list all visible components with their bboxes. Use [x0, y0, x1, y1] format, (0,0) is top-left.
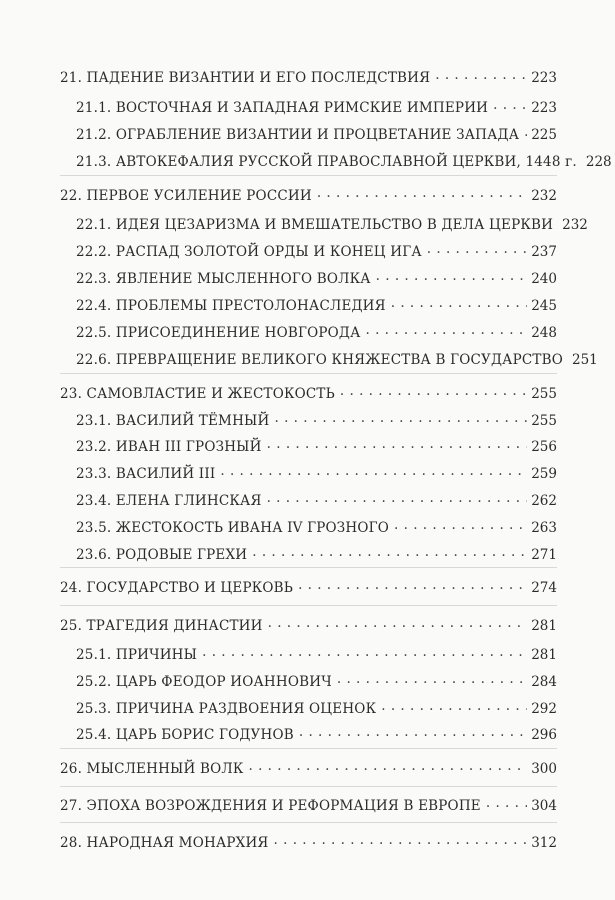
toc-entry-page-number: 300 — [531, 761, 557, 777]
dot-leader — [267, 491, 528, 505]
dot-leader — [381, 699, 527, 713]
toc-entry-page-number: 225 — [531, 127, 557, 143]
dot-leader — [337, 672, 527, 686]
dot-leader — [249, 759, 528, 773]
toc-entry-page-number: 304 — [531, 798, 557, 814]
toc-entry-title: 23.2. ИВАН III ГРОЗНЫЙ — [76, 439, 262, 455]
toc-entry-page-number: 223 — [531, 100, 557, 116]
toc-entry-title: 21.1. ВОСТОЧНАЯ И ЗАПАДНАЯ РИМСКИЕ ИМПЕРИИ — [76, 100, 489, 116]
toc-entry-title: 22.2. РАСПАД ЗОЛОТОЙ ОРДЫ И КОНЕЦ ИГА — [76, 244, 422, 260]
toc-entry-title: 23.6. РОДОВЫЕ ГРЕХИ — [76, 547, 248, 563]
toc-chapter-entry — [60, 616, 557, 635]
section-divider — [60, 567, 557, 568]
toc-chapter-entry — [60, 186, 557, 205]
toc-entry-page-number: 312 — [531, 835, 557, 851]
toc-section-entry — [76, 725, 557, 744]
section-divider — [60, 786, 557, 787]
dot-leader — [274, 833, 528, 847]
toc-entry-title: 28. НАРОДНАЯ МОНАРХИЯ — [60, 835, 269, 851]
toc-entry-page-number: 223 — [531, 70, 557, 86]
toc-entry-page-number: 259 — [531, 466, 557, 482]
toc-entry-title: 21. ПАДЕНИЕ ВИЗАНТИИ И ЕГО ПОСЛЕДСТВИЯ — [60, 70, 431, 86]
toc-entry-title: 23.1. ВАСИЛИЙ ТЁМНЫЙ — [76, 413, 270, 429]
toc-entry-page-number: 228 — [585, 154, 612, 170]
dot-leader — [275, 411, 528, 425]
toc-section-entry — [76, 491, 557, 510]
toc-entry-page-number: 251 — [571, 352, 598, 368]
toc-entry-title: 25.1. ПРИЧИНЫ — [76, 647, 198, 663]
toc-chapter-entry — [60, 759, 557, 778]
toc-entry-title: 22.5. ПРИСОЕДИНЕНИЕ НОВГОРОДА — [76, 325, 361, 341]
dot-leader — [252, 545, 527, 559]
toc-entry-page-number: 274 — [531, 580, 557, 596]
toc-entry-title: 21.3. АВТОКЕФАЛИЯ РУССКОЙ ПРАВОСЛАВНОЙ ЦЕРКВИ, 1448 г. — [76, 154, 577, 170]
toc-entry-title: 25.4. ЦАРЬ БОРИС ГОДУНОВ — [76, 727, 294, 743]
toc-entry-title: 22.4. ПРОБЛЕМЫ ПРЕСТОЛОНАСЛЕДИЯ — [76, 298, 386, 314]
toc-chapter-entry — [60, 796, 557, 815]
toc-section-entry — [76, 242, 557, 261]
toc-entry-title: 21.2. ОГРАБЛЕНИЕ ВИЗАНТИИ И ПРОЦВЕТАНИЕ ЗАПАДА — [76, 127, 520, 143]
toc-entry-page-number: 284 — [531, 674, 557, 690]
toc-section-entry — [76, 464, 557, 483]
section-divider — [60, 822, 557, 823]
toc-entry-title: 22.6. ПРЕВРАЩЕНИЕ ВЕЛИКОГО КНЯЖЕСТВА В ГОСУДАРСТВО — [76, 352, 563, 368]
section-divider — [60, 373, 557, 374]
dot-leader — [366, 323, 528, 337]
toc-section-entry — [76, 411, 557, 430]
dot-leader — [268, 616, 528, 630]
toc-entry-page-number: 281 — [531, 647, 557, 663]
toc-entry-page-number: 245 — [531, 298, 557, 314]
toc-entry-title: 23.5. ЖЕСТОКОСТЬ ИВАНА IV ГРОЗНОГО — [76, 520, 390, 536]
dot-leader — [267, 437, 528, 451]
toc-entry-page-number: 271 — [531, 547, 557, 563]
section-divider — [60, 605, 557, 606]
toc-chapter-entry — [60, 384, 557, 403]
dot-leader — [376, 269, 528, 283]
toc-entry-title: 25.3. ПРИЧИНА РАЗДВОЕНИЯ ОЦЕНОК — [76, 701, 377, 717]
toc-section-entry — [76, 323, 557, 342]
toc-entry-page-number: 232 — [531, 188, 557, 204]
toc-entry-title: 25. ТРАГЕДИЯ ДИНАСТИИ — [60, 618, 263, 634]
toc-section-entry — [76, 98, 557, 117]
toc-entry-title: 22. ПЕРВОЕ УСИЛЕНИЕ РОССИИ — [60, 188, 312, 204]
dot-leader — [317, 186, 527, 200]
section-divider — [60, 748, 557, 749]
toc-section-entry — [76, 437, 557, 456]
dot-leader — [299, 725, 527, 739]
toc-section-entry — [76, 215, 588, 234]
toc-entry-page-number: 240 — [531, 271, 557, 287]
toc-section-entry — [76, 125, 557, 144]
toc-section-entry — [76, 296, 557, 315]
toc-entry-title: 23.3. ВАСИЛИЙ III — [76, 466, 216, 482]
toc-entry-title: 26. МЫСЛЕННЫЙ ВОЛК — [60, 761, 244, 777]
toc-entry-page-number: 262 — [531, 493, 557, 509]
toc-entry-page-number: 232 — [562, 217, 588, 233]
dot-leader — [435, 68, 527, 82]
toc-section-entry — [76, 699, 557, 718]
dot-leader — [427, 242, 527, 256]
toc-entry-title: 25.2. ЦАРЬ ФЕОДОР ИОАННОВИЧ — [76, 674, 332, 690]
toc-entry-title: 22.3. ЯВЛЕНИЕ МЫСЛЕННОГО ВОЛКА — [76, 271, 371, 287]
dot-leader — [524, 125, 527, 139]
dot-leader — [493, 98, 527, 112]
toc-chapter-entry — [60, 68, 557, 87]
toc-entry-page-number: 255 — [531, 413, 557, 429]
toc-entry-page-number: 281 — [531, 618, 557, 634]
toc-section-entry — [76, 672, 557, 691]
toc-section-entry — [76, 645, 557, 664]
toc-entry-page-number: 263 — [531, 520, 557, 536]
dot-leader — [340, 384, 527, 398]
dot-leader — [298, 578, 527, 592]
toc-entry-page-number: 237 — [531, 244, 557, 260]
section-divider — [60, 175, 557, 176]
toc-entry-title: 23. САМОВЛАСТИЕ И ЖЕСТОКОСТЬ — [60, 386, 335, 402]
toc-entry-title: 24. ГОСУДАРСТВО И ЦЕРКОВЬ — [60, 580, 294, 596]
toc-section-entry — [76, 350, 598, 369]
toc-entry-page-number: 292 — [531, 701, 557, 717]
toc-chapter-entry — [60, 578, 557, 597]
toc-entry-page-number: 256 — [531, 439, 557, 455]
toc-entry-title: 23.4. ЕЛЕНА ГЛИНСКАЯ — [76, 493, 262, 509]
toc-section-entry — [76, 152, 612, 171]
toc-section-entry — [76, 545, 557, 564]
toc-entry-page-number: 248 — [531, 325, 557, 341]
toc-entry-title: 27. ЭПОХА ВОЗРОЖДЕНИЯ И РЕФОРМАЦИЯ В ЕВРОПЕ — [60, 798, 481, 814]
toc-section-entry — [76, 518, 557, 537]
dot-leader — [394, 518, 527, 532]
dot-leader — [486, 796, 527, 810]
dot-leader — [220, 464, 527, 478]
toc-section-entry — [76, 269, 557, 288]
toc-entry-page-number: 255 — [531, 386, 557, 402]
dot-leader — [391, 296, 527, 310]
toc-entry-page-number: 296 — [531, 727, 557, 743]
toc-chapter-entry — [60, 833, 557, 852]
dot-leader — [202, 645, 527, 659]
toc-entry-title: 22.1. ИДЕЯ ЦЕЗАРИЗМА И ВМЕШАТЕЛЬСТВО В ДЕЛА ЦЕРКВИ — [76, 217, 554, 233]
